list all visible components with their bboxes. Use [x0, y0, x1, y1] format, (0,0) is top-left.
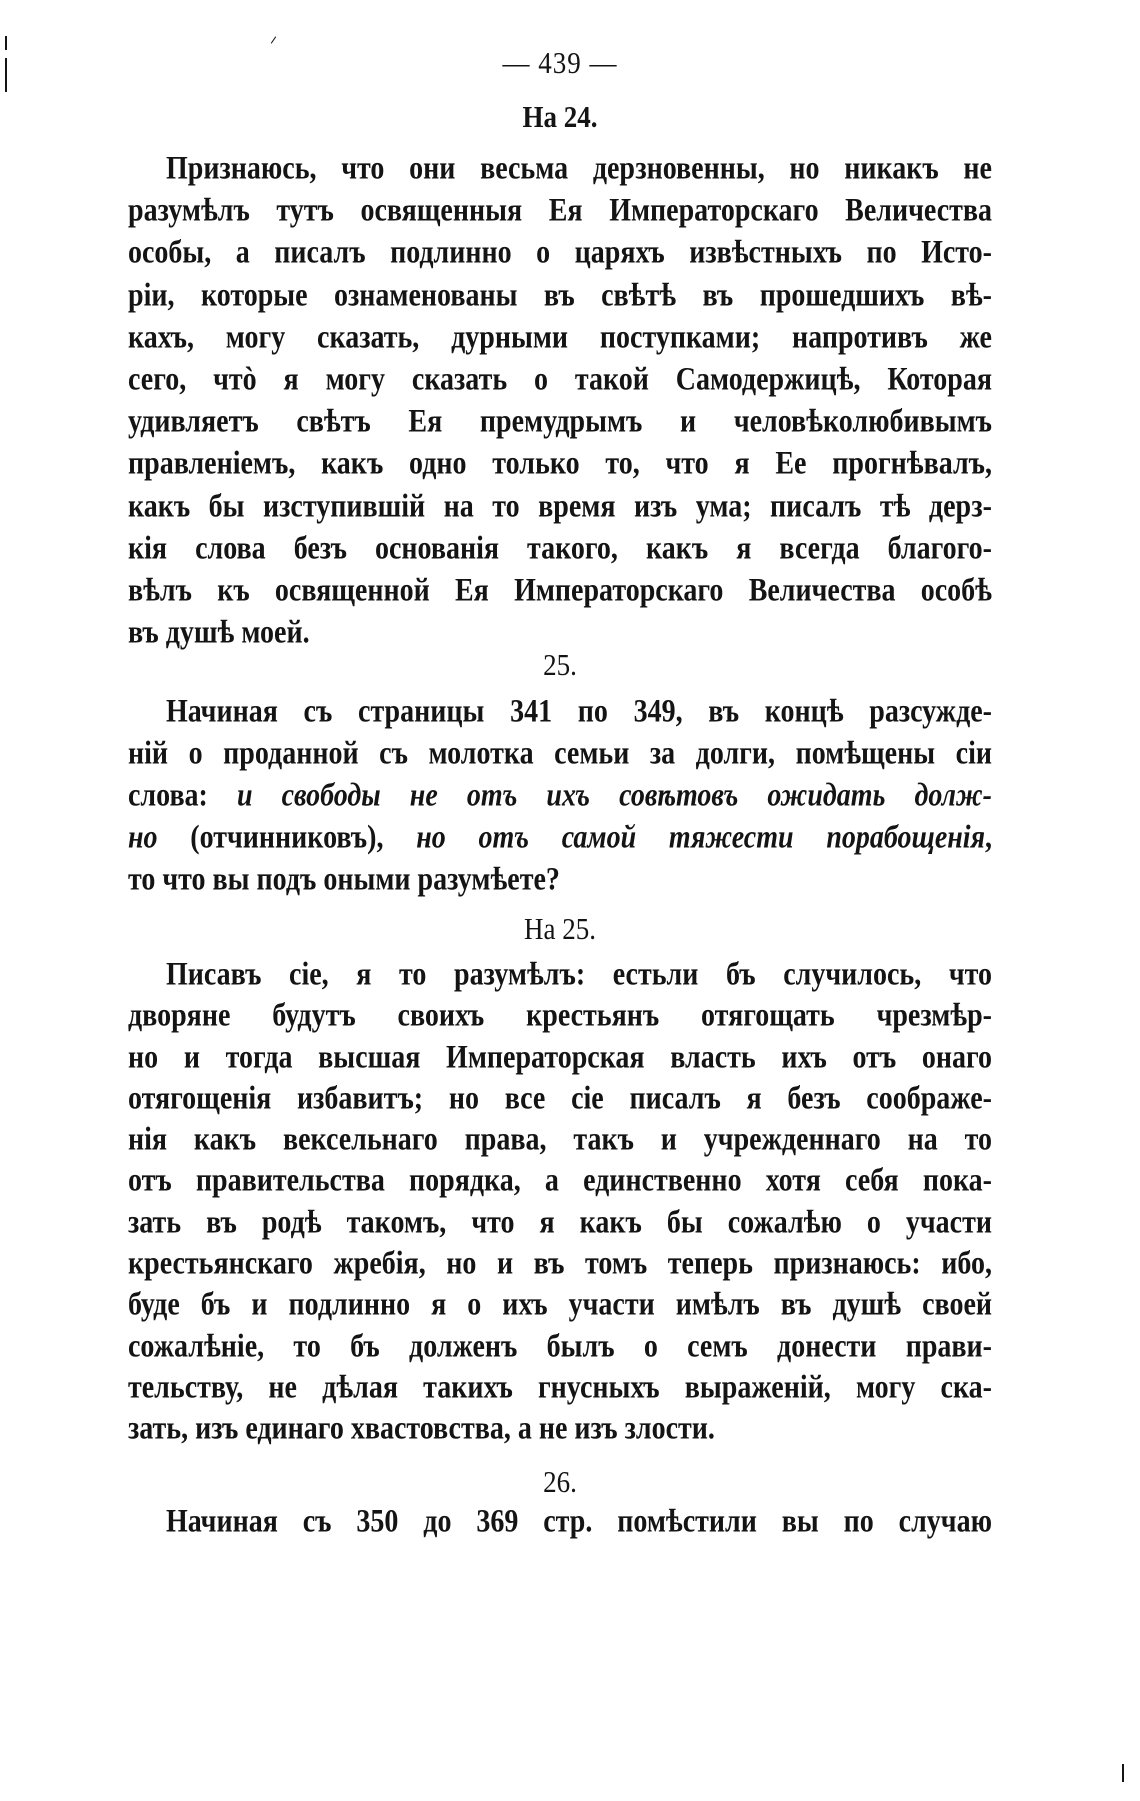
scan-mark	[5, 58, 7, 92]
line-text: слова:	[128, 777, 237, 814]
page-number: — 439 —	[502, 46, 618, 80]
question-26-paragraph	[128, 1501, 992, 1543]
line-text: ріи, которые ознаменованы въ свѣтѣ въ прошедшихъ вѣ-	[128, 276, 992, 314]
line-text: какъ бы изступившій на то время изъ ума; писалъ тѣ дерз-	[128, 487, 992, 525]
scan-mark	[1122, 1764, 1124, 1782]
line-text: крестьянскаго жребія, но и въ томъ теперь признаюсь: ибо,	[128, 1245, 992, 1282]
heading-25: 25.	[543, 648, 577, 682]
line-text: буде бъ и подлинно я о ихъ участи имѣлъ въ душѣ своей	[128, 1286, 992, 1324]
line-text: Начиная съ 350 до 369 стр. помѣстили вы по случаю	[166, 1503, 992, 1540]
line-text: дворяне будутъ своихъ крестьянъ отягощать чрезмѣр-	[128, 997, 992, 1035]
line-text: но и тогда высшая Императорская власть ихъ отъ онаго	[128, 1038, 992, 1076]
line-text: нія какъ вексельнаго права, такъ и учрежденнаго на то	[128, 1121, 992, 1158]
line-text: отъ правительства порядка, а единственно хотя себя пока-	[128, 1162, 992, 1200]
line-text: Начиная съ страницы 341 по 349, въ концѣ разсужде-	[166, 693, 992, 730]
line-text: Признаюсь, что они весьма дерзновенны, но никакъ не	[166, 150, 992, 187]
text-line	[128, 855, 992, 905]
line-text: сожалѣніе, то бъ долженъ былъ о семъ донести прави-	[128, 1327, 992, 1365]
answer-25-paragraph	[128, 954, 992, 1450]
line-text: зать въ родѣ такомъ, что я какъ бы сожалѣю о участи	[128, 1203, 992, 1241]
line-text: Писавъ сіе, я то разумѣлъ: естьли бъ случилось, что	[166, 956, 992, 993]
line-text: ній о проданной съ молотка семьи за долги, помѣщены сіи	[128, 735, 992, 772]
line-text: (отчинниковъ),	[157, 819, 417, 856]
line-text: вѣлъ къ освященной Ея Императорскаго Величества особѣ	[128, 572, 992, 609]
line-text: кія слова безъ основанія такого, какъ я всегда благого-	[128, 529, 992, 567]
line-text: особы, а писалъ подлинно о царяхъ извѣстныхъ по Исто-	[128, 234, 992, 272]
line-text: отягощенія избавитъ; но все сіе писалъ я безъ соображе-	[128, 1080, 992, 1117]
line-text: зать, изъ единаго хвастовства, а не изъ злости.	[128, 1410, 715, 1448]
line-text: ,	[985, 819, 992, 856]
scan-mark	[5, 36, 7, 50]
text-line	[128, 1497, 992, 1547]
question-25-paragraph	[128, 691, 992, 901]
line-text: то что вы подъ оными разумѣете?	[128, 861, 560, 898]
line-text: въ душѣ моей.	[128, 614, 310, 651]
italic-quote-text: но	[128, 819, 158, 856]
italic-quote-text: но отъ самой тяжести порабощенія	[416, 819, 985, 856]
line-text: разумѣлъ тутъ освященныя Ея Императорскаго Величества	[128, 192, 992, 229]
heading-na-25: На 25.	[524, 912, 596, 946]
italic-quote-text: и свободы не отъ ихъ совѣтовъ ожидать долж-	[236, 777, 992, 814]
line-text: сего, чтò я могу сказать о такой Самодержицѣ, Которая	[128, 361, 992, 398]
text-line	[128, 1405, 992, 1454]
text-column	[128, 0, 992, 1801]
line-text: удивляетъ свѣтъ Ея премудрымъ и человѣколюбивымъ	[128, 403, 992, 440]
heading-na-24: На 24.	[522, 100, 598, 134]
line-text: правленіемъ, какъ одно только то, что я Ее прогнѣвалъ,	[128, 445, 992, 483]
line-text: кахъ, могу сказать, дурными поступками; напротивъ же	[128, 318, 992, 356]
line-text: тельству, не дѣлая такихъ гнусныхъ выраженій, могу ска-	[128, 1369, 992, 1406]
heading-26: 26.	[543, 1465, 577, 1499]
answer-24-paragraph	[128, 148, 992, 654]
